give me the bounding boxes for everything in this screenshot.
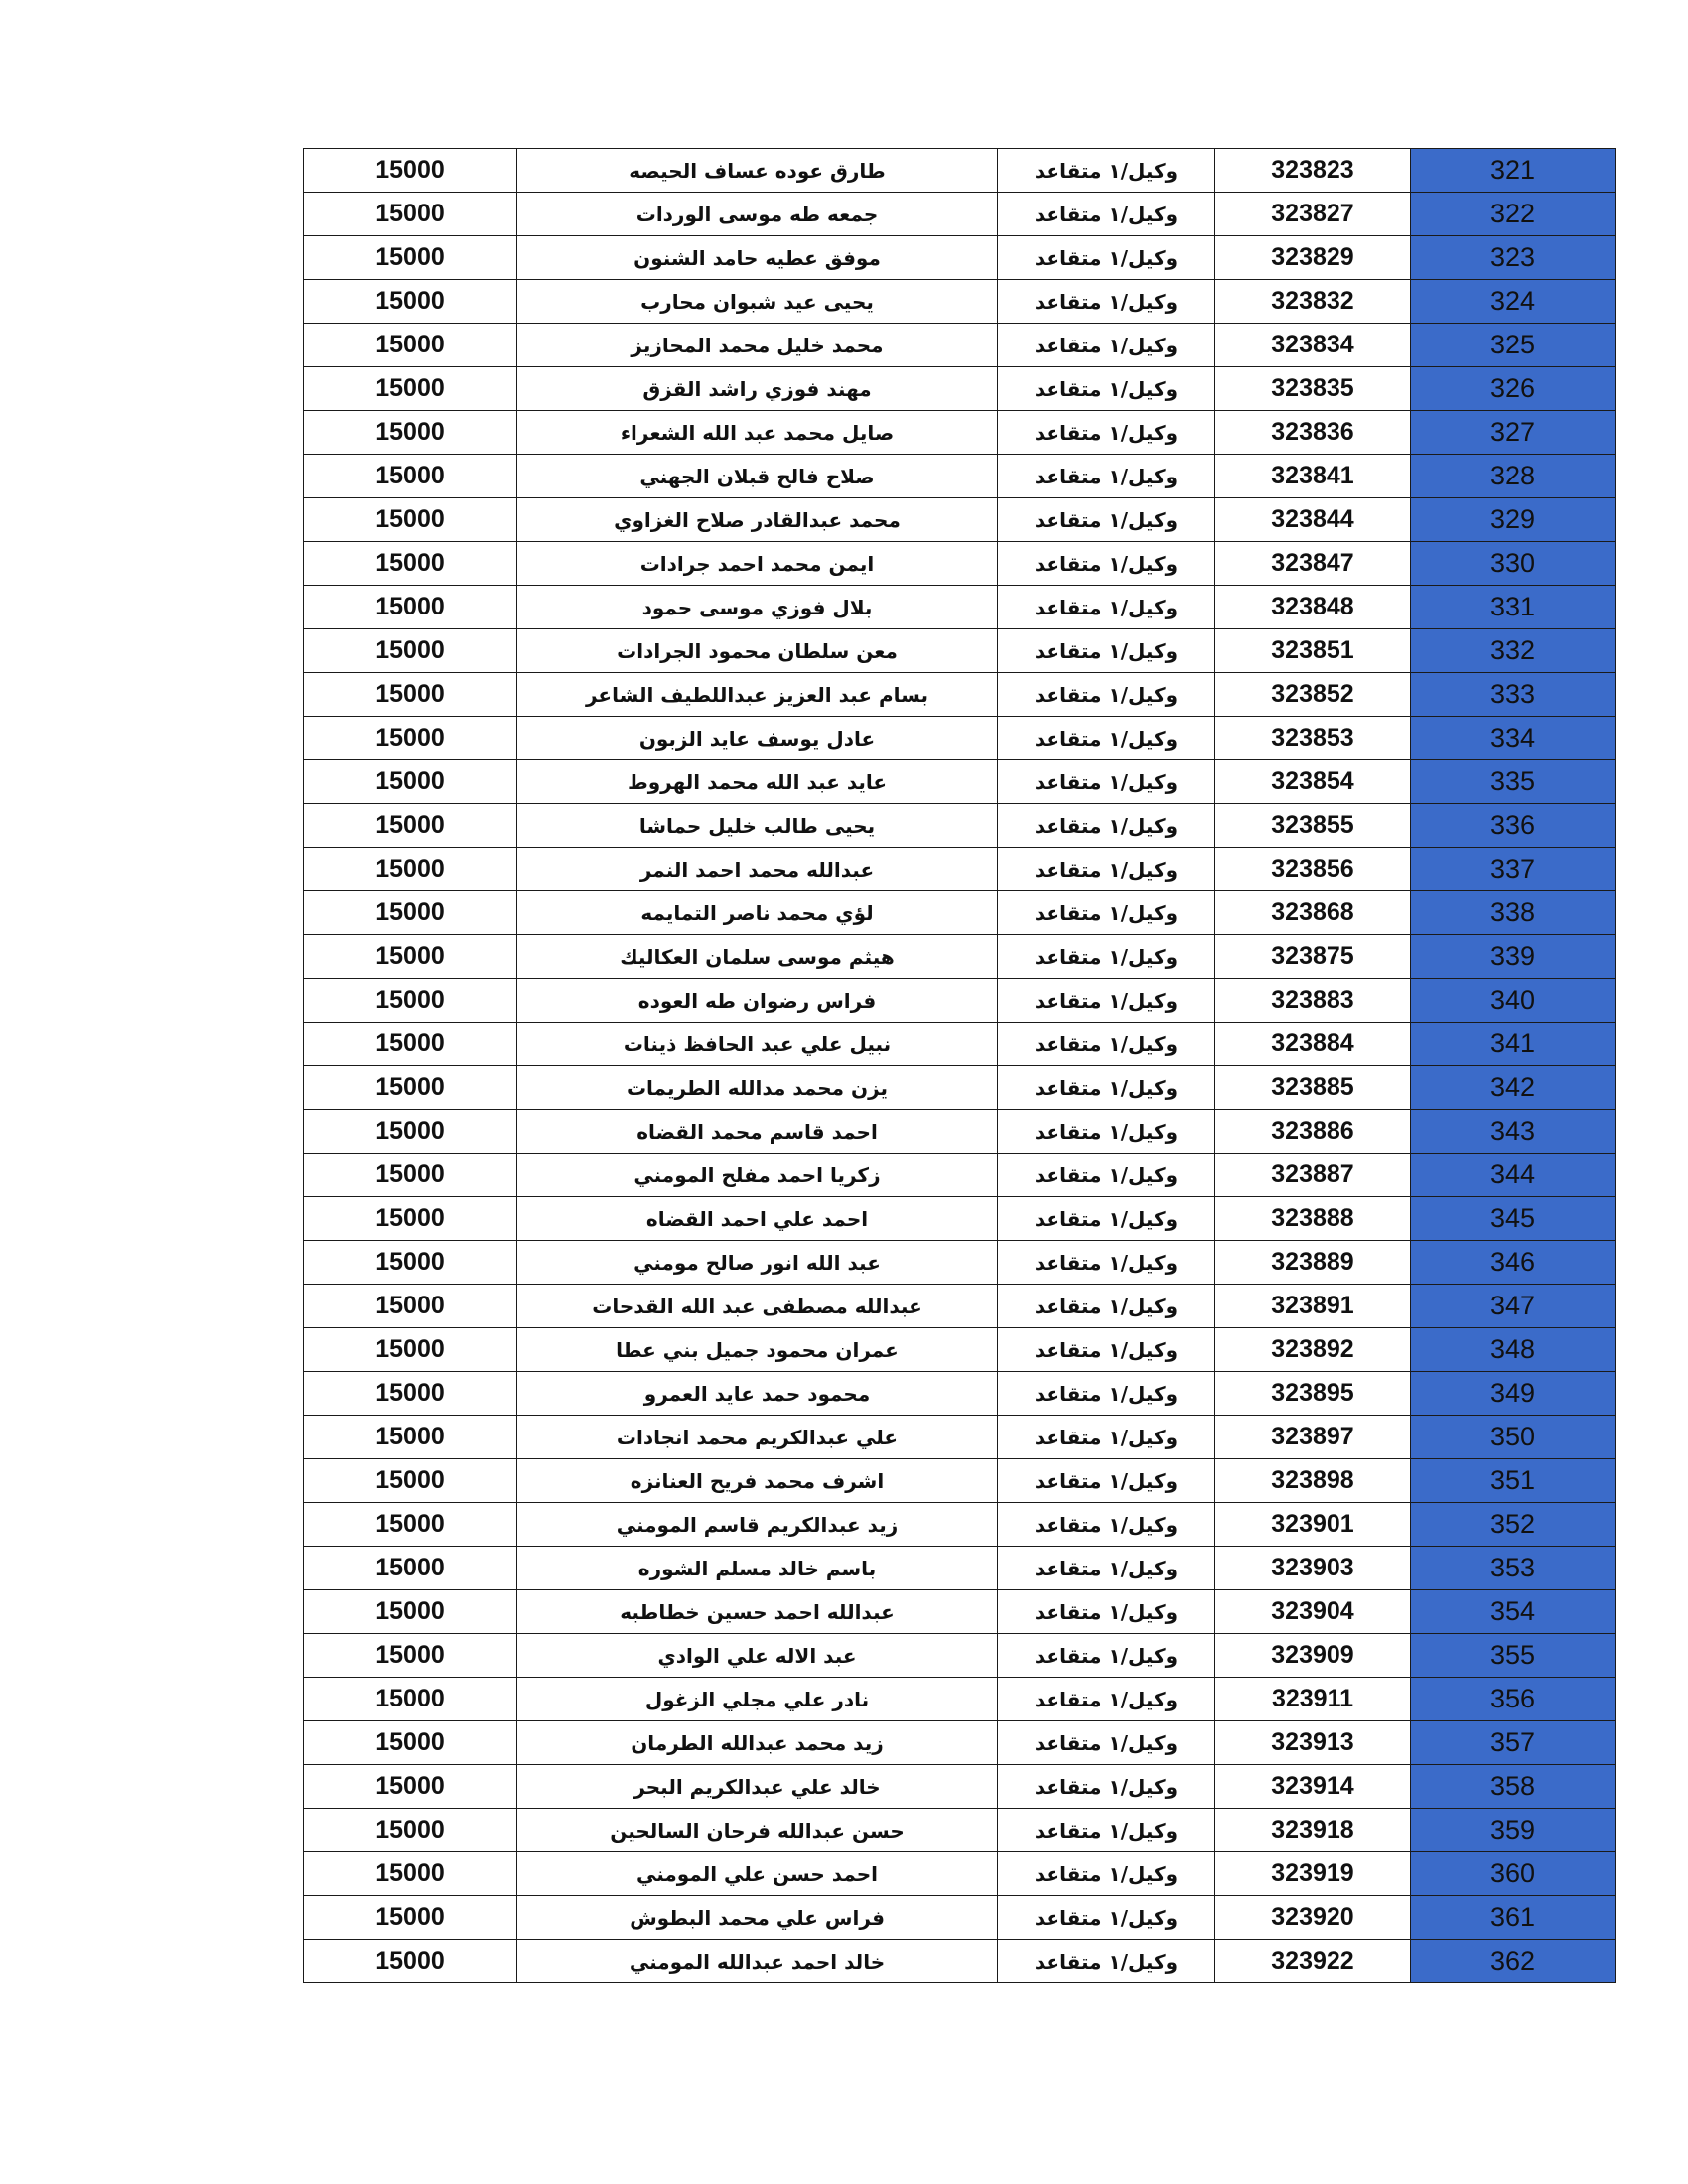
rank-cell: وكيل/١ متقاعد <box>998 455 1215 498</box>
name-cell: محمود حمد عايد العمرو <box>517 1372 998 1416</box>
rank-cell: وكيل/١ متقاعد <box>998 1110 1215 1154</box>
table-row <box>304 1809 1616 1852</box>
id-number-cell: 323889 <box>1215 1241 1411 1285</box>
id-number-cell: 323918 <box>1215 1809 1411 1852</box>
table-row <box>304 1459 1616 1503</box>
name-cell: طارق عوده عساف الحيصه <box>517 149 998 193</box>
sequence-number-cell: 325 <box>1411 324 1616 367</box>
name-cell: لؤي محمد ناصر التمايمه <box>517 891 998 935</box>
table-row <box>304 979 1616 1023</box>
sequence-number-cell: 324 <box>1411 280 1616 324</box>
rank-cell: وكيل/١ متقاعد <box>998 411 1215 455</box>
id-number-cell: 323852 <box>1215 673 1411 717</box>
amount-cell: 15000 <box>304 891 517 935</box>
rank-cell: وكيل/١ متقاعد <box>998 1197 1215 1241</box>
rank-cell: وكيل/١ متقاعد <box>998 1372 1215 1416</box>
table-row <box>304 324 1616 367</box>
rank-cell: وكيل/١ متقاعد <box>998 193 1215 236</box>
name-cell: صايل محمد عبد الله الشعراء <box>517 411 998 455</box>
name-cell: خالد علي عبدالكريم البحر <box>517 1765 998 1809</box>
table-row <box>304 717 1616 760</box>
rank-cell: وكيل/١ متقاعد <box>998 848 1215 891</box>
records-table-body <box>304 149 1616 1983</box>
amount-cell: 15000 <box>304 1459 517 1503</box>
amount-cell: 15000 <box>304 804 517 848</box>
amount-cell: 15000 <box>304 1940 517 1983</box>
name-cell: عبدالله محمد احمد النمر <box>517 848 998 891</box>
name-cell: احمد علي احمد القضاه <box>517 1197 998 1241</box>
amount-cell: 15000 <box>304 1896 517 1940</box>
sequence-number-cell: 350 <box>1411 1416 1616 1459</box>
amount-cell: 15000 <box>304 1023 517 1066</box>
id-number-cell: 323855 <box>1215 804 1411 848</box>
table-row <box>304 1765 1616 1809</box>
sequence-number-cell: 359 <box>1411 1809 1616 1852</box>
table-row <box>304 1634 1616 1678</box>
table-row <box>304 804 1616 848</box>
rank-cell: وكيل/١ متقاعد <box>998 1066 1215 1110</box>
id-number-cell: 323913 <box>1215 1721 1411 1765</box>
name-cell: باسم خالد مسلم الشوره <box>517 1547 998 1590</box>
id-number-cell: 323834 <box>1215 324 1411 367</box>
sequence-number-cell: 352 <box>1411 1503 1616 1547</box>
sequence-number-cell: 343 <box>1411 1110 1616 1154</box>
amount-cell: 15000 <box>304 1285 517 1328</box>
id-number-cell: 323887 <box>1215 1154 1411 1197</box>
rank-cell: وكيل/١ متقاعد <box>998 1852 1215 1896</box>
name-cell: مهند فوزي راشد القزق <box>517 367 998 411</box>
id-number-cell: 323853 <box>1215 717 1411 760</box>
sequence-number-cell: 330 <box>1411 542 1616 586</box>
table-row <box>304 1328 1616 1372</box>
id-number-cell: 323911 <box>1215 1678 1411 1721</box>
name-cell: عبد الله انور صالح مومني <box>517 1241 998 1285</box>
sequence-number-cell: 329 <box>1411 498 1616 542</box>
rank-cell: وكيل/١ متقاعد <box>998 586 1215 629</box>
id-number-cell: 323903 <box>1215 1547 1411 1590</box>
id-number-cell: 323898 <box>1215 1459 1411 1503</box>
table-row <box>304 542 1616 586</box>
sequence-number-cell: 321 <box>1411 149 1616 193</box>
sequence-number-cell: 334 <box>1411 717 1616 760</box>
table-row <box>304 1023 1616 1066</box>
sequence-number-cell: 335 <box>1411 760 1616 804</box>
rank-cell: وكيل/١ متقاعد <box>998 804 1215 848</box>
amount-cell: 15000 <box>304 848 517 891</box>
rank-cell: وكيل/١ متقاعد <box>998 935 1215 979</box>
table-row <box>304 891 1616 935</box>
sequence-number-cell: 326 <box>1411 367 1616 411</box>
table-row <box>304 149 1616 193</box>
amount-cell: 15000 <box>304 1852 517 1896</box>
id-number-cell: 323920 <box>1215 1896 1411 1940</box>
amount-cell: 15000 <box>304 1678 517 1721</box>
name-cell: علي عبدالكريم محمد انجادات <box>517 1416 998 1459</box>
sequence-number-cell: 341 <box>1411 1023 1616 1066</box>
id-number-cell: 323914 <box>1215 1765 1411 1809</box>
sequence-number-cell: 339 <box>1411 935 1616 979</box>
name-cell: محمد عبدالقادر صلاح الغزاوي <box>517 498 998 542</box>
amount-cell: 15000 <box>304 411 517 455</box>
rank-cell: وكيل/١ متقاعد <box>998 1154 1215 1197</box>
sequence-number-cell: 353 <box>1411 1547 1616 1590</box>
table-row <box>304 236 1616 280</box>
table-row <box>304 1547 1616 1590</box>
name-cell: نادر علي مجلي الزغول <box>517 1678 998 1721</box>
table-row <box>304 935 1616 979</box>
amount-cell: 15000 <box>304 149 517 193</box>
name-cell: يحيى عيد شبوان محارب <box>517 280 998 324</box>
amount-cell: 15000 <box>304 1416 517 1459</box>
amount-cell: 15000 <box>304 280 517 324</box>
sequence-number-cell: 322 <box>1411 193 1616 236</box>
name-cell: عبد الاله علي الوادي <box>517 1634 998 1678</box>
sequence-number-cell: 357 <box>1411 1721 1616 1765</box>
name-cell: هيثم موسى سلمان العكاليك <box>517 935 998 979</box>
sequence-number-cell: 354 <box>1411 1590 1616 1634</box>
sequence-number-cell: 356 <box>1411 1678 1616 1721</box>
amount-cell: 15000 <box>304 1721 517 1765</box>
amount-cell: 15000 <box>304 1503 517 1547</box>
rank-cell: وكيل/١ متقاعد <box>998 1809 1215 1852</box>
table-row <box>304 1590 1616 1634</box>
sequence-number-cell: 361 <box>1411 1896 1616 1940</box>
amount-cell: 15000 <box>304 1765 517 1809</box>
table-row <box>304 1940 1616 1983</box>
rank-cell: وكيل/١ متقاعد <box>998 1547 1215 1590</box>
table-row <box>304 760 1616 804</box>
amount-cell: 15000 <box>304 236 517 280</box>
id-number-cell: 323884 <box>1215 1023 1411 1066</box>
rank-cell: وكيل/١ متقاعد <box>998 1634 1215 1678</box>
id-number-cell: 323897 <box>1215 1416 1411 1459</box>
table-row <box>304 848 1616 891</box>
id-number-cell: 323856 <box>1215 848 1411 891</box>
table-row <box>304 586 1616 629</box>
name-cell: خالد احمد عبدالله المومني <box>517 1940 998 1983</box>
sequence-number-cell: 349 <box>1411 1372 1616 1416</box>
rank-cell: وكيل/١ متقاعد <box>998 324 1215 367</box>
rank-cell: وكيل/١ متقاعد <box>998 280 1215 324</box>
rank-cell: وكيل/١ متقاعد <box>998 1678 1215 1721</box>
name-cell: ايمن محمد احمد جرادات <box>517 542 998 586</box>
name-cell: نبيل علي عبد الحافظ ذينات <box>517 1023 998 1066</box>
sequence-number-cell: 346 <box>1411 1241 1616 1285</box>
table-row <box>304 455 1616 498</box>
id-number-cell: 323883 <box>1215 979 1411 1023</box>
name-cell: موفق عطيه حامد الشنون <box>517 236 998 280</box>
amount-cell: 15000 <box>304 498 517 542</box>
sequence-number-cell: 336 <box>1411 804 1616 848</box>
id-number-cell: 323892 <box>1215 1328 1411 1372</box>
rank-cell: وكيل/١ متقاعد <box>998 367 1215 411</box>
id-number-cell: 323854 <box>1215 760 1411 804</box>
amount-cell: 15000 <box>304 629 517 673</box>
amount-cell: 15000 <box>304 1547 517 1590</box>
rank-cell: وكيل/١ متقاعد <box>998 717 1215 760</box>
name-cell: عايد عبد الله محمد الهروط <box>517 760 998 804</box>
table-row <box>304 1110 1616 1154</box>
id-number-cell: 323848 <box>1215 586 1411 629</box>
table-row <box>304 367 1616 411</box>
name-cell: اشرف محمد فريح العنانزه <box>517 1459 998 1503</box>
id-number-cell: 323885 <box>1215 1066 1411 1110</box>
sequence-number-cell: 327 <box>1411 411 1616 455</box>
id-number-cell: 323868 <box>1215 891 1411 935</box>
table-row <box>304 1678 1616 1721</box>
id-number-cell: 323895 <box>1215 1372 1411 1416</box>
table-row <box>304 498 1616 542</box>
id-number-cell: 323823 <box>1215 149 1411 193</box>
rank-cell: وكيل/١ متقاعد <box>998 1328 1215 1372</box>
table-row <box>304 673 1616 717</box>
table-row <box>304 1503 1616 1547</box>
sequence-number-cell: 362 <box>1411 1940 1616 1983</box>
id-number-cell: 323919 <box>1215 1852 1411 1896</box>
amount-cell: 15000 <box>304 1634 517 1678</box>
amount-cell: 15000 <box>304 1154 517 1197</box>
amount-cell: 15000 <box>304 586 517 629</box>
name-cell: صلاح فالح قبلان الجهني <box>517 455 998 498</box>
id-number-cell: 323904 <box>1215 1590 1411 1634</box>
rank-cell: وكيل/١ متقاعد <box>998 1590 1215 1634</box>
table-row <box>304 629 1616 673</box>
id-number-cell: 323922 <box>1215 1940 1411 1983</box>
table-row <box>304 1896 1616 1940</box>
amount-cell: 15000 <box>304 1372 517 1416</box>
amount-cell: 15000 <box>304 979 517 1023</box>
sequence-number-cell: 344 <box>1411 1154 1616 1197</box>
rank-cell: وكيل/١ متقاعد <box>998 236 1215 280</box>
sequence-number-cell: 351 <box>1411 1459 1616 1503</box>
id-number-cell: 323844 <box>1215 498 1411 542</box>
rank-cell: وكيل/١ متقاعد <box>998 1459 1215 1503</box>
table-row <box>304 411 1616 455</box>
rank-cell: وكيل/١ متقاعد <box>998 498 1215 542</box>
sequence-number-cell: 355 <box>1411 1634 1616 1678</box>
table-row <box>304 1285 1616 1328</box>
name-cell: زكريا احمد مفلح المومني <box>517 1154 998 1197</box>
rank-cell: وكيل/١ متقاعد <box>998 149 1215 193</box>
rank-cell: وكيل/١ متقاعد <box>998 629 1215 673</box>
name-cell: عبدالله احمد حسين خطاطبه <box>517 1590 998 1634</box>
name-cell: عبدالله مصطفى عبد الله القدحات <box>517 1285 998 1328</box>
table-row <box>304 1241 1616 1285</box>
table-row <box>304 1066 1616 1110</box>
amount-cell: 15000 <box>304 542 517 586</box>
amount-cell: 15000 <box>304 935 517 979</box>
id-number-cell: 323841 <box>1215 455 1411 498</box>
rank-cell: وكيل/١ متقاعد <box>998 891 1215 935</box>
name-cell: حسن عبدالله فرحان السالحين <box>517 1809 998 1852</box>
records-table <box>303 148 1616 1983</box>
name-cell: عمران محمود جميل بني عطا <box>517 1328 998 1372</box>
rank-cell: وكيل/١ متقاعد <box>998 1241 1215 1285</box>
table-row <box>304 1372 1616 1416</box>
sequence-number-cell: 345 <box>1411 1197 1616 1241</box>
amount-cell: 15000 <box>304 367 517 411</box>
sequence-number-cell: 323 <box>1411 236 1616 280</box>
rank-cell: وكيل/١ متقاعد <box>998 1023 1215 1066</box>
id-number-cell: 323888 <box>1215 1197 1411 1241</box>
sequence-number-cell: 358 <box>1411 1765 1616 1809</box>
sequence-number-cell: 340 <box>1411 979 1616 1023</box>
name-cell: محمد خليل محمد المحازيز <box>517 324 998 367</box>
amount-cell: 15000 <box>304 1328 517 1372</box>
id-number-cell: 323836 <box>1215 411 1411 455</box>
sequence-number-cell: 347 <box>1411 1285 1616 1328</box>
amount-cell: 15000 <box>304 1066 517 1110</box>
sequence-number-cell: 331 <box>1411 586 1616 629</box>
sequence-number-cell: 338 <box>1411 891 1616 935</box>
rank-cell: وكيل/١ متقاعد <box>998 760 1215 804</box>
name-cell: احمد قاسم محمد القضاه <box>517 1110 998 1154</box>
name-cell: فراس علي محمد البطوش <box>517 1896 998 1940</box>
rank-cell: وكيل/١ متقاعد <box>998 542 1215 586</box>
amount-cell: 15000 <box>304 193 517 236</box>
sequence-number-cell: 333 <box>1411 673 1616 717</box>
name-cell: بسام عبد العزيز عبداللطيف الشاعر <box>517 673 998 717</box>
id-number-cell: 323886 <box>1215 1110 1411 1154</box>
name-cell: بلال فوزي موسى حمود <box>517 586 998 629</box>
name-cell: احمد حسن علي المومني <box>517 1852 998 1896</box>
rank-cell: وكيل/١ متقاعد <box>998 1285 1215 1328</box>
sequence-number-cell: 332 <box>1411 629 1616 673</box>
table-row <box>304 1416 1616 1459</box>
sequence-number-cell: 342 <box>1411 1066 1616 1110</box>
name-cell: جمعه طه موسى الوردات <box>517 193 998 236</box>
table-row <box>304 1852 1616 1896</box>
sequence-number-cell: 348 <box>1411 1328 1616 1372</box>
name-cell: معن سلطان محمود الجرادات <box>517 629 998 673</box>
id-number-cell: 323827 <box>1215 193 1411 236</box>
amount-cell: 15000 <box>304 673 517 717</box>
name-cell: زيد محمد عبدالله الطرمان <box>517 1721 998 1765</box>
amount-cell: 15000 <box>304 1197 517 1241</box>
table-row <box>304 1721 1616 1765</box>
name-cell: يزن محمد مدالله الطريمات <box>517 1066 998 1110</box>
amount-cell: 15000 <box>304 1590 517 1634</box>
id-number-cell: 323832 <box>1215 280 1411 324</box>
amount-cell: 15000 <box>304 455 517 498</box>
sequence-number-cell: 360 <box>1411 1852 1616 1896</box>
amount-cell: 15000 <box>304 717 517 760</box>
amount-cell: 15000 <box>304 1241 517 1285</box>
rank-cell: وكيل/١ متقاعد <box>998 1765 1215 1809</box>
id-number-cell: 323847 <box>1215 542 1411 586</box>
amount-cell: 15000 <box>304 324 517 367</box>
name-cell: زيد عبدالكريم قاسم المومني <box>517 1503 998 1547</box>
table-row <box>304 193 1616 236</box>
id-number-cell: 323829 <box>1215 236 1411 280</box>
name-cell: عادل يوسف عايد الزبون <box>517 717 998 760</box>
id-number-cell: 323875 <box>1215 935 1411 979</box>
rank-cell: وكيل/١ متقاعد <box>998 1416 1215 1459</box>
rank-cell: وكيل/١ متقاعد <box>998 673 1215 717</box>
rank-cell: وكيل/١ متقاعد <box>998 1940 1215 1983</box>
rank-cell: وكيل/١ متقاعد <box>998 979 1215 1023</box>
sequence-number-cell: 337 <box>1411 848 1616 891</box>
id-number-cell: 323909 <box>1215 1634 1411 1678</box>
amount-cell: 15000 <box>304 1809 517 1852</box>
rank-cell: وكيل/١ متقاعد <box>998 1721 1215 1765</box>
rank-cell: وكيل/١ متقاعد <box>998 1503 1215 1547</box>
rank-cell: وكيل/١ متقاعد <box>998 1896 1215 1940</box>
id-number-cell: 323901 <box>1215 1503 1411 1547</box>
id-number-cell: 323835 <box>1215 367 1411 411</box>
table-row <box>304 280 1616 324</box>
amount-cell: 15000 <box>304 1110 517 1154</box>
name-cell: فراس رضوان طه العوده <box>517 979 998 1023</box>
table-row <box>304 1154 1616 1197</box>
table-row <box>304 1197 1616 1241</box>
id-number-cell: 323851 <box>1215 629 1411 673</box>
name-cell: يحيى طالب خليل حماشا <box>517 804 998 848</box>
id-number-cell: 323891 <box>1215 1285 1411 1328</box>
sequence-number-cell: 328 <box>1411 455 1616 498</box>
amount-cell: 15000 <box>304 760 517 804</box>
